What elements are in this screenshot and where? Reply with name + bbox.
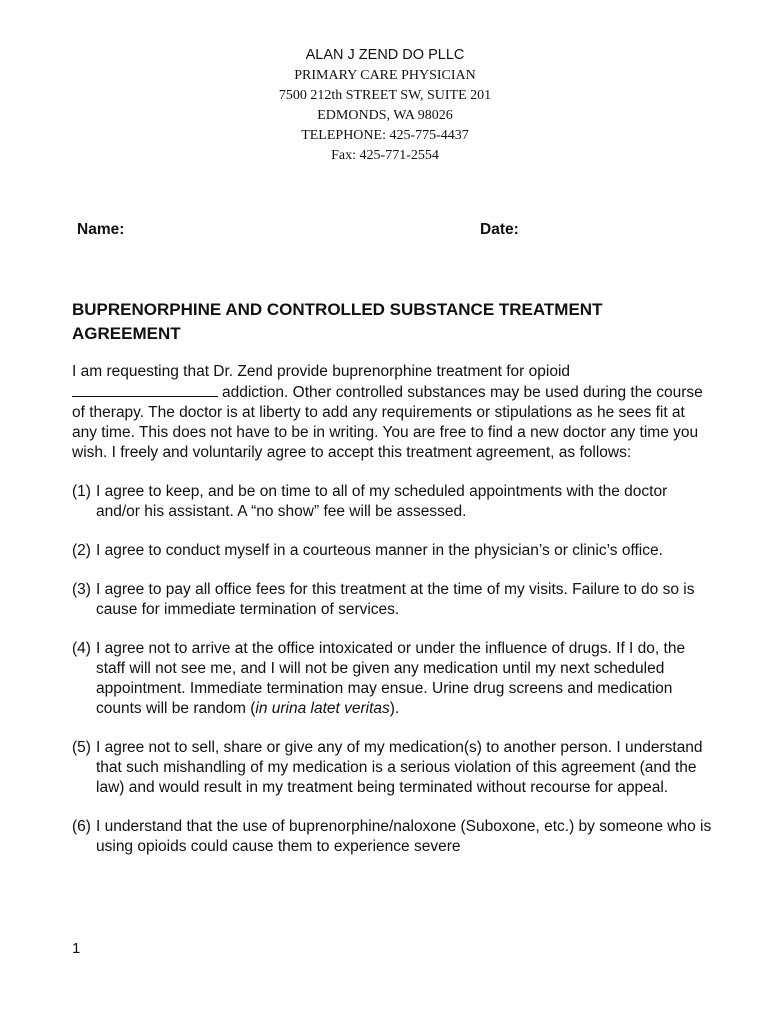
intro-text-part1: I am requesting that Dr. Zend provide buprenorphine treatment for opioid <box>72 363 571 380</box>
name-field-label: Name: <box>77 221 125 238</box>
letterhead <box>0 45 770 166</box>
item-number: (5) <box>72 739 91 756</box>
agreement-item-4 <box>72 639 712 719</box>
item-number: (3) <box>72 581 91 598</box>
fill-in-blank <box>72 382 218 397</box>
fax: Fax: 425-771-2554 <box>331 148 439 163</box>
agreement-item-3 <box>72 580 712 620</box>
document-title: BUPRENORPHINE AND CONTROLLED SUBSTANCE TREATMENT AGREEMENT <box>72 300 603 343</box>
agreement-item-6 <box>72 817 712 857</box>
item-number: (1) <box>72 483 91 500</box>
agreement-item-1 <box>72 482 712 522</box>
item-text: I understand that the use of buprenorphine/naloxone (Suboxone, etc.) by someone who is using opioids could cause them to experience severe <box>96 818 712 855</box>
city-state-zip: EDMONDS, WA 98026 <box>317 108 453 123</box>
telephone: TELEPHONE: 425-775-4437 <box>301 128 469 143</box>
street-address: 7500 212th STREET SW, SUITE 201 <box>278 88 492 103</box>
item-number: (2) <box>72 542 91 559</box>
item-text-end: ). <box>389 700 400 717</box>
item-text: I agree to conduct myself in a courteous manner in the physician’s or clinic’s office. <box>96 542 663 559</box>
item-text: I agree to pay all office fees for this treatment at the time of my visits. Failure to do so is cause for immediate termination of services. <box>96 581 695 618</box>
physician-role: PRIMARY CARE PHYSICIAN <box>294 68 476 83</box>
item-number: (4) <box>72 640 91 657</box>
page-number: 1 <box>72 940 81 957</box>
intro-paragraph <box>72 362 712 463</box>
intro-text-part2: addiction. Other controlled substances may be used during the course of therapy. The doctor is at liberty to add any requirements or stipulations as he sees fit at any time. This does not have to be in writing. You are free to find a new doctor any time you wish. I freely and voluntarily agree to accept this treatment agreement, as follows: <box>72 384 703 461</box>
item-number: (6) <box>72 818 91 835</box>
latin-phrase: in urina latet veritas <box>255 700 390 717</box>
item-text: I agree to keep, and be on time to all of my scheduled appointments with the doctor and/or his assistant. A “no show” fee will be assessed. <box>96 483 668 520</box>
item-text-container <box>96 639 712 719</box>
firm-name: ALAN J ZEND DO PLLC <box>305 47 465 63</box>
agreement-item-2 <box>72 541 712 561</box>
agreement-body <box>72 362 712 876</box>
agreement-item-5 <box>72 738 712 798</box>
item-text: I agree not to arrive at the office intoxicated or under the influence of drugs. If I do, the staff will not see me, and I will not be given any medication until my next scheduled appointment. Immediate termination may ensue. Urine drug screens and medication counts will be random ( <box>96 640 686 717</box>
date-field-label: Date: <box>480 221 519 238</box>
item-text: I agree not to sell, share or give any of my medication(s) to another person. I understand that such mishandling of my medication is a serious violation of this agreement (and the law) and would result in my treatment being terminated without recourse for appeal. <box>96 739 703 796</box>
